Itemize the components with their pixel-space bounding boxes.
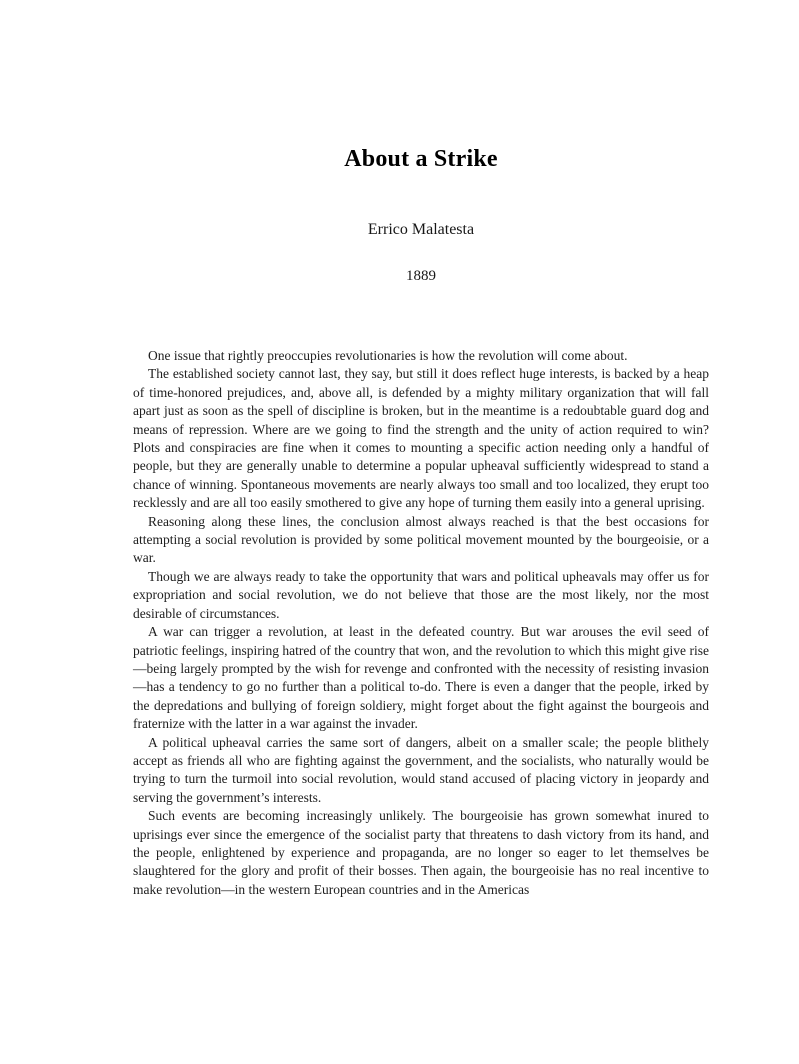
text-block	[133, 0, 709, 899]
document-author: Errico Malatesta	[367, 221, 475, 238]
paragraph: One issue that rightly preoccupies revolutionaries is how the revolution will come about.	[148, 348, 628, 363]
paragraph: Though we are always ready to take the opportunity that wars and political upheavals may offer us for expropriation and social revolution, we do not believe that those are the most likely, nor the most desirable of circumstances.	[133, 568, 709, 621]
paragraph: A political upheaval carries the same sort of dangers, albeit on a smaller scale; the people blithely accept as friends all who are fighting against the government, and the socialists, who naturally would be trying to turn the turmoil into social revolution, would stand accused of placing victory in jeopardy and serving the government’s interests.	[133, 734, 709, 805]
document-title: About a Strike	[344, 146, 498, 172]
paragraph: Such events are becoming increasingly unlikely. The bourgeoisie has grown somewhat inured to uprisings ever since the emergence of the socialist party that threatens to dash victory from its hand, and the people, enlightened by experience and propaganda, are no longer so eager to let themselves be slaughtered for the glory and profit of their bosses. Then again, the bourgeoisie has no real incentive to make revolution—in the western European countries and in the Americas	[133, 808, 709, 897]
paragraph: A war can trigger a revolution, at least in the defeated country. But war arouses the evil seed of patriotic feelings, inspiring hatred of the country that won, and the revolution to which this might give rise—being largely prompted by the wish for revenge and confronted with the necessity of resisting invasion—has a tendency to go no further than a political to-do. There is even a danger that the people, irked by the depredations and bullying of foreign soldiery, might forget about the fight against the bourgeois and fraternize with the latter in a war against the invader.	[133, 624, 709, 732]
paragraph: The established society cannot last, they say, but still it does reflect huge interests, is backed by a heap of time-honored prejudices, and, above all, is defended by a mighty military organization that will fall apart just as soon as the spell of discipline is broken, but in the meantime is a redoubtable guard dog and means of repression. Where are we going to find the strength and the unity of action required to win? Plots and conspiracies are fine when it comes to mounting a specific action needing only a handful of people, but they are generally unable to determine a popular upheaval sufficiently widespread to stand a chance of winning. Spontaneous movements are nearly always too small and too localized, they erupt too recklessly and are all too easily smothered to give any hope of turning them easily into a general uprising.	[133, 366, 709, 511]
document-date: 1889	[406, 268, 436, 284]
paragraph: Reasoning along these lines, the conclusion almost always reached is that the best occasions for attempting a social revolution is provided by some political movement mounted by the bourgeoisie, or a war.	[133, 513, 709, 566]
document-body	[133, 347, 709, 899]
